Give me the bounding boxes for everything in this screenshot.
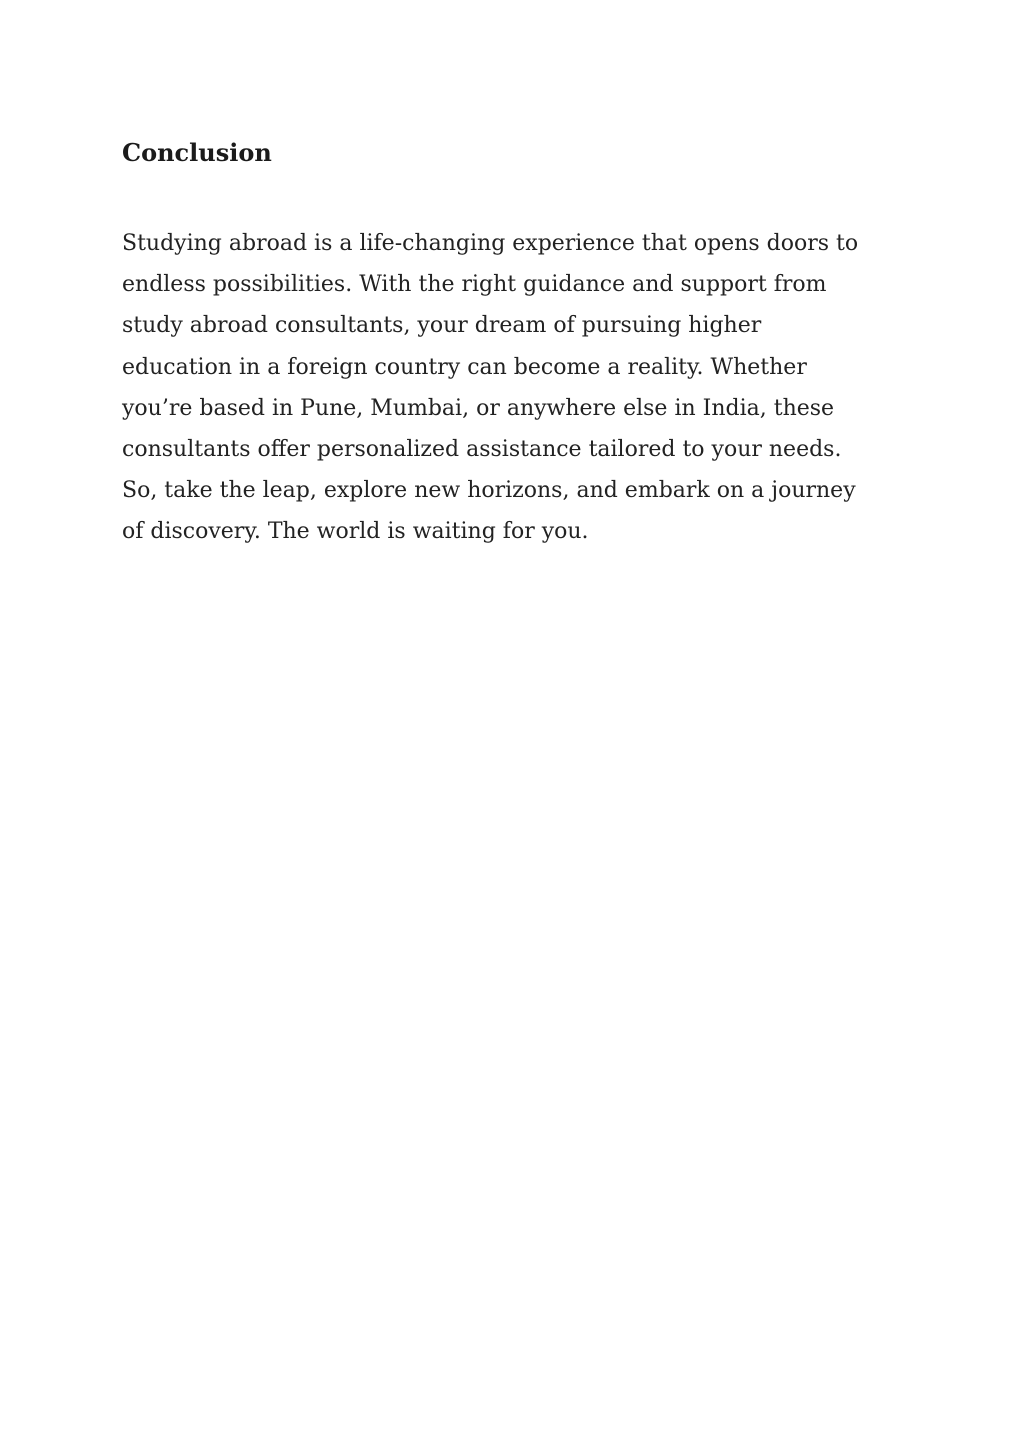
body-paragraph: Studying abroad is a life-changing experience that opens doors to endless possibilities. With the right guidance and support from study abroad consultants, your dream of pursuing higher education in a foreign country can become a reality. Whether you’re based in Pune, Mumbai, or anywhere else in India, these consultants offer personalized assistance tailored to your needs. So, take the leap, explore new horizons, and embark on a journey of discovery. The world is waiting for you.: [122, 231, 859, 545]
document-content: [122, 134, 872, 553]
section-heading: Conclusion: [122, 138, 272, 167]
